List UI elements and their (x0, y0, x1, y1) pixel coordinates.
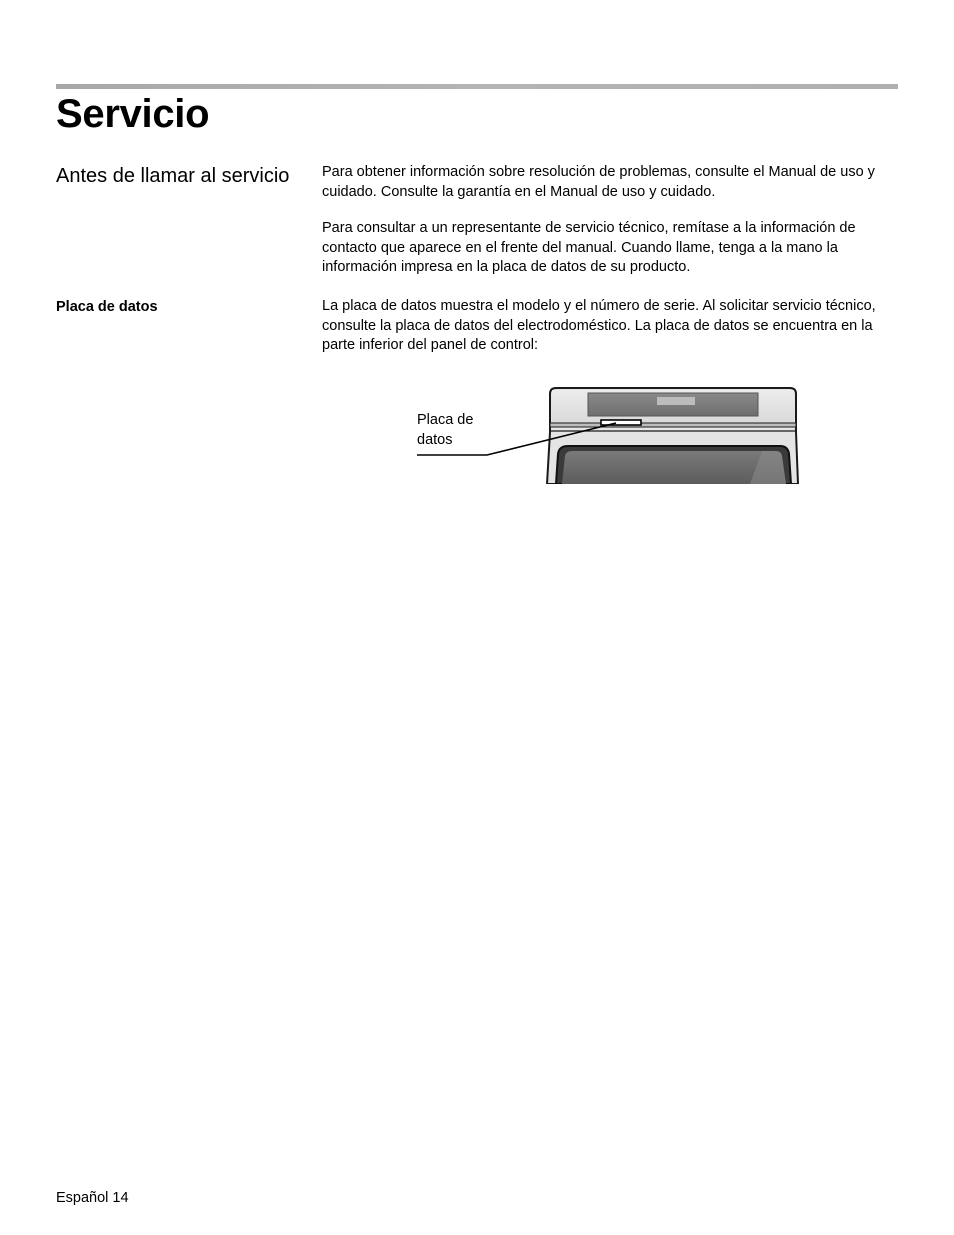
rating-plate-marker (601, 420, 641, 425)
paragraph-rating-plate: La placa de datos muestra el modelo y el número de serie. Al solicitar servicio técnico, consulte la placa de datos del electrodoméstico. La placa de datos se encuentra en la parte inferior del panel de control: (322, 298, 876, 353)
page-footer: Español 14 (56, 1190, 129, 1206)
control-display (588, 393, 758, 416)
section-heading-before-calling: Antes de llamar al servicio (56, 165, 290, 187)
top-rule (56, 84, 898, 89)
rating-plate-heading: Placa de datos (56, 299, 158, 315)
rating-plate-callout-label: Placa de datos (417, 412, 474, 448)
page-title: Servicio (56, 92, 210, 136)
appliance-illustration (410, 380, 810, 484)
oven-door-window (556, 446, 791, 484)
paragraph-service-contact: Para consultar a un representante de servicio técnico, remítase a la información de contacto que aparece en el frente del manual. Cuando llame, tenga a la mano la información impresa en la placa de datos de su producto. (322, 220, 856, 275)
paragraph-troubleshooting: Para obtener información sobre resolución de problemas, consulte el Manual de uso y cuidado. Consulte la garantía en el Manual de uso y cuidado. (322, 164, 875, 200)
